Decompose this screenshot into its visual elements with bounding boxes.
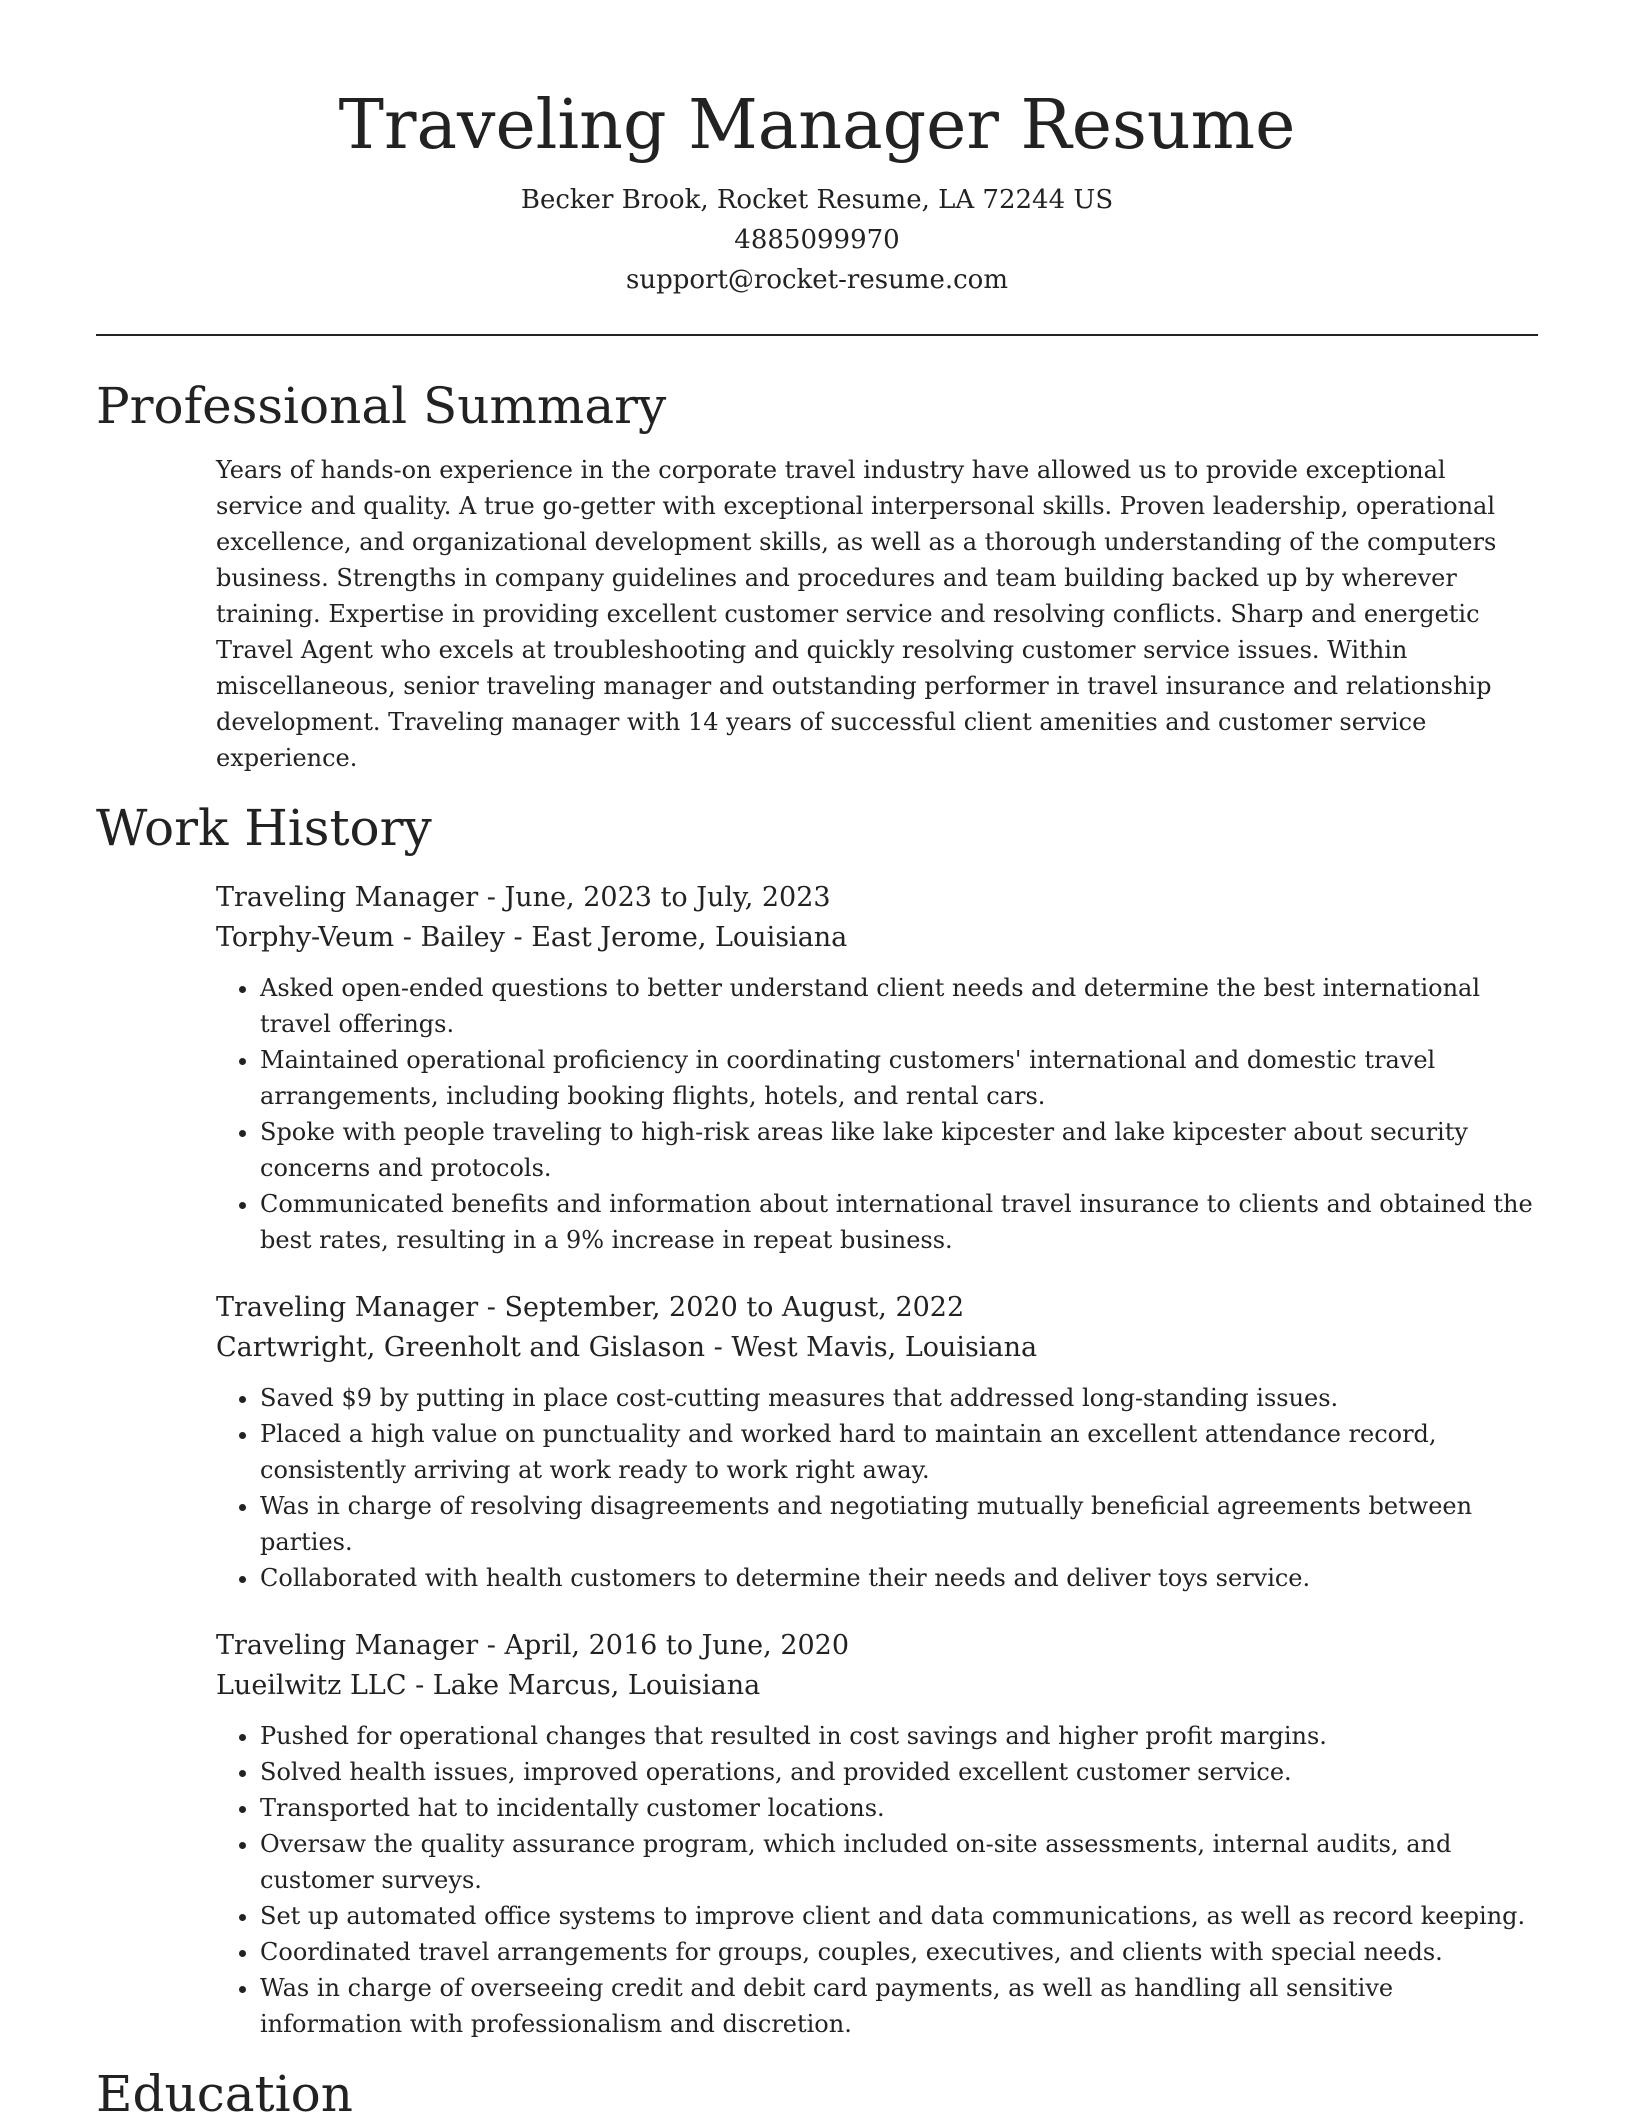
job-company-line bbox=[216, 918, 1538, 958]
job-company-line bbox=[216, 1328, 1538, 1368]
work-history-heading: Work History bbox=[96, 799, 432, 857]
job-bullet: • Was in charge of overseeing credit and debit card payments, as well as handling all sensitive information with professionalism and discretion. bbox=[260, 1970, 1538, 2042]
resume-title: Traveling Manager Resume bbox=[338, 86, 1296, 165]
job-bullet: • Was in charge of resolving disagreements and negotiating mutually beneficial agreements between parties. bbox=[260, 1488, 1538, 1560]
job-bullet-list bbox=[216, 1718, 1538, 2042]
job-location: - East Jerome, Louisiana bbox=[513, 922, 848, 953]
job-bullet: • Solved health issues, improved operations, and provided excellent customer service. bbox=[260, 1754, 1538, 1790]
job-bullet: • Transported hat to incidentally customer locations. bbox=[260, 1790, 1538, 1826]
job-bullet: • Spoke with people traveling to high-risk areas like lake kipcester and lake kipcester about security concerns and protocols. bbox=[260, 1114, 1538, 1186]
contact-email: support@rocket-resume.com bbox=[625, 265, 1008, 295]
job-dates: - April, 2016 to June, 2020 bbox=[486, 1630, 850, 1661]
job-title: Traveling Manager bbox=[216, 1630, 479, 1661]
job-bullet: • Coordinated travel arrangements for groups, couples, executives, and clients with special needs. bbox=[260, 1934, 1538, 1970]
resume-header bbox=[96, 0, 1538, 300]
job-entry bbox=[216, 1626, 1538, 2042]
contact-block bbox=[96, 180, 1538, 300]
job-bullet: • Saved $9 by putting in place cost-cutting measures that addressed long-standing issues. bbox=[260, 1380, 1538, 1416]
job-location: - West Mavis, Louisiana bbox=[713, 1332, 1038, 1363]
job-bullet: • Collaborated with health customers to determine their needs and deliver toys service. bbox=[260, 1560, 1538, 1596]
education-heading: Education bbox=[96, 2065, 353, 2123]
job-bullet: • Set up automated office systems to improve client and data communications, as well as record keeping. bbox=[260, 1898, 1538, 1934]
job-company: Lueilwitz LLC bbox=[216, 1670, 407, 1701]
job-company: Torphy-Veum - Bailey bbox=[216, 922, 505, 953]
job-company: Cartwright, Greenholt and Gislason bbox=[216, 1332, 706, 1363]
resume-page bbox=[96, 0, 1538, 2126]
jobs-list bbox=[216, 878, 1538, 2042]
job-entry bbox=[216, 1288, 1538, 1596]
job-title-line bbox=[216, 1288, 1538, 1328]
summary-heading: Professional Summary bbox=[96, 377, 667, 435]
job-title: Traveling Manager bbox=[216, 1292, 479, 1323]
job-entry bbox=[216, 878, 1538, 1258]
work-history-section bbox=[96, 796, 1538, 2042]
job-bullet-list bbox=[216, 1380, 1538, 1596]
job-bullet-list bbox=[216, 970, 1538, 1258]
job-title: Traveling Manager bbox=[216, 882, 479, 913]
job-bullet: • Asked open-ended questions to better understand client needs and determine the best international travel offerings. bbox=[260, 970, 1538, 1042]
job-location: - Lake Marcus, Louisiana bbox=[415, 1670, 761, 1701]
contact-phone: 4885099970 bbox=[734, 225, 900, 255]
job-bullet: • Placed a high value on punctuality and worked hard to maintain an excellent attendance record, consistently arriving at work ready to work right away. bbox=[260, 1416, 1538, 1488]
summary-section bbox=[96, 374, 1538, 776]
job-dates: - September, 2020 to August, 2022 bbox=[486, 1292, 965, 1323]
header-divider bbox=[96, 334, 1538, 336]
job-company-line bbox=[216, 1666, 1538, 1706]
job-bullet: • Communicated benefits and information about international travel insurance to clients and obtained the best rates, resulting in a 9% increase in repeat business. bbox=[260, 1186, 1538, 1258]
job-title-line bbox=[216, 1626, 1538, 1666]
job-dates: - June, 2023 to July, 2023 bbox=[486, 882, 831, 913]
job-title-line bbox=[216, 878, 1538, 918]
education-section bbox=[96, 2062, 1538, 2126]
contact-address: Becker Brook, Rocket Resume, LA 72244 US bbox=[520, 185, 1114, 215]
job-bullet: • Maintained operational proficiency in coordinating customers' international and domestic travel arrangements, including booking flights, hotels, and rental cars. bbox=[260, 1042, 1538, 1114]
summary-text: Years of hands-on experience in the corporate travel industry have allowed us to provide exceptional service and quality. A true go-getter with exceptional interpersonal skills. Proven leadership, operational excellence, and organizational development skills, as well as a thorough understanding of the computers business. Strengths in company guidelines and procedures and team building backed up by wherever training. Expertise in providing excellent customer service and resolving conflicts. Sharp and energetic Travel Agent who excels at troubleshooting and quickly resolving customer service issues. Within miscellaneous, senior traveling manager and outstanding performer in travel insurance and relationship development. Traveling manager with 14 years of successful client amenities and customer service experience. bbox=[216, 456, 1497, 772]
job-bullet: • Pushed for operational changes that resulted in cost savings and higher profit margins. bbox=[260, 1718, 1538, 1754]
job-bullet: • Oversaw the quality assurance program, which included on-site assessments, internal audits, and customer surveys. bbox=[260, 1826, 1538, 1898]
